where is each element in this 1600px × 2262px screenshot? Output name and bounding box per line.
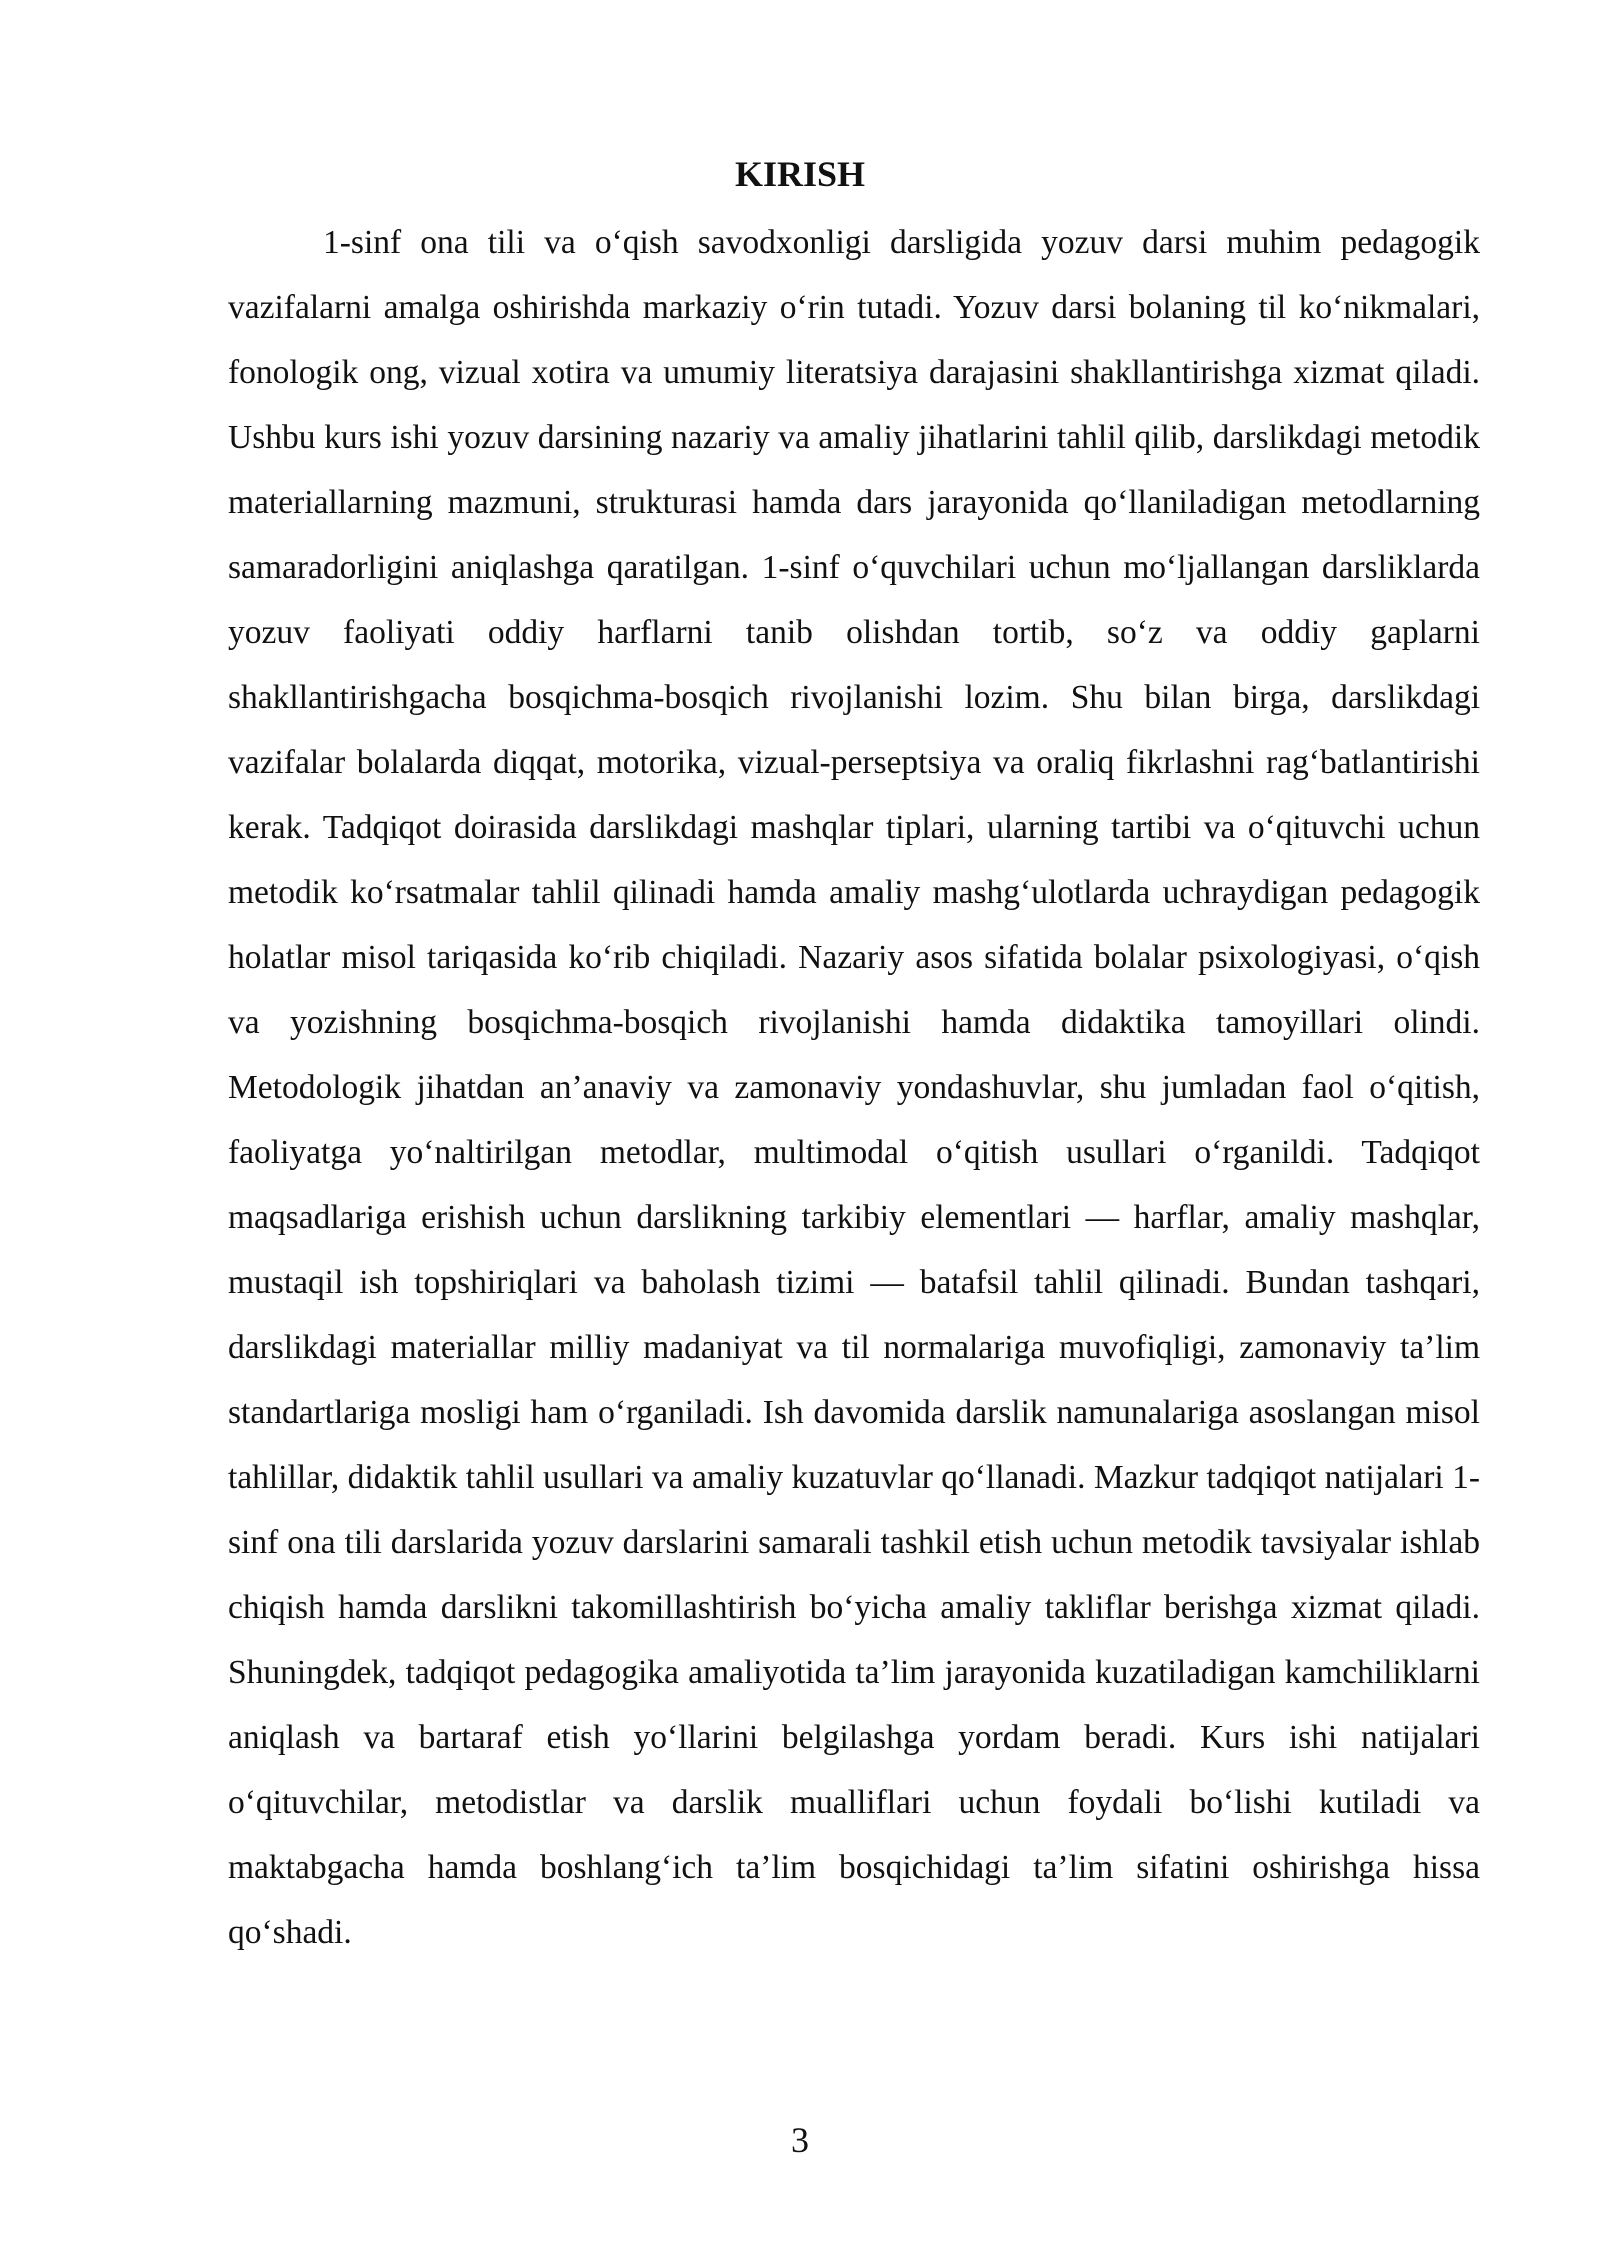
section-heading: KIRISH (734, 154, 866, 194)
page-number: 3 (791, 2120, 809, 2160)
body-paragraph: 1-sinf ona tili va o‘qish savodxonligi darsligida yozuv darsi muhim pedagogik vazifalarni amalga oshirishda markaziy o‘rin tutadi. Yozuv darsi bolaning til ko‘nikmalari, fonologik ong, vizual xotira va umumiy literatsiya darajasini shakllantirishga xizmat qiladi. Ushbu kurs ishi yozuv darsining nazariy va amaliy jihatlarini tahlil qilib, darslikdagi metodik materiallarning mazmuni, strukturasi hamda dars jarayonida qo‘llaniladigan metodlarning samaradorligini aniqlashga qaratilgan. 1-sinf o‘quvchilari uchun mo‘ljallangan darsliklarda yozuv faoliyati oddiy harflarni tanib olishdan tortib, so‘z va oddiy gaplarni shakllantirishgacha bosqichma-bosqich rivojlanishi lozim. Shu bilan birga, darslikdagi vazifalar bolalarda diqqat, motorika, vizual-perseptsiya va oraliq fikrlashni rag‘batlantirishi kerak. Tadqiqot doirasida darslikdagi mashqlar tiplari, ularning tartibi va o‘qituvchi uchun metodik ko‘rsatmalar tahlil qilinadi hamda amaliy mashg‘ulotlarda uchraydigan pedagogik holatlar misol tariqasida ko‘rib chiqiladi. Nazariy asos sifatida bolalar psixologiyasi, o‘qish va yozishning bosqichma-bosqich rivojlanishi hamda didaktika tamoyillari olindi. Metodologik jihatdan an’anaviy va zamonaviy yondashuvlar, shu jumladan faol o‘qitish, faoliyatga yo‘naltirilgan metodlar, multimodal o‘qitish usullari o‘rganildi. Tadqiqot maqsadlariga erishish uchun darslikning tarkibiy elementlari — harflar, amaliy mashqlar, mustaqil ish topshiriqlari va baholash tizimi — batafsil tahlil qilinadi. Bundan tashqari, darslikdagi materiallar milliy madaniyat va til normalariga muvofiqligi, zamonaviy ta’lim standartlariga mosligi ham o‘rganiladi. Ish davomida darslik namunalariga asoslangan misol tahlillar, didaktik tahlil usullari va amaliy kuzatuvlar qo‘llanadi. Mazkur tadqiqot natijalari 1-sinf ona tili darslarida yozuv darslarini samarali tashkil etish uchun metodik tavsiyalar ishlab chiqish hamda darslikni takomillashtirish bo‘yicha amaliy takliflar berishga xizmat qiladi. Shuningdek, tadqiqot pedagogika amaliyotida ta’lim jarayonida kuzatiladigan kamchiliklarni aniqlash va bartaraf etish yo‘llarini belgilashga yordam beradi. Kurs ishi natijalari o‘qituvchilar, metodistlar va darslik mualliflari uchun foydali bo‘lishi kutiladi va maktabgacha hamda boshlang‘ich ta’lim bosqichidagi ta’lim sifatini oshirishga hissa qo‘shadi. (228, 224, 1480, 1951)
